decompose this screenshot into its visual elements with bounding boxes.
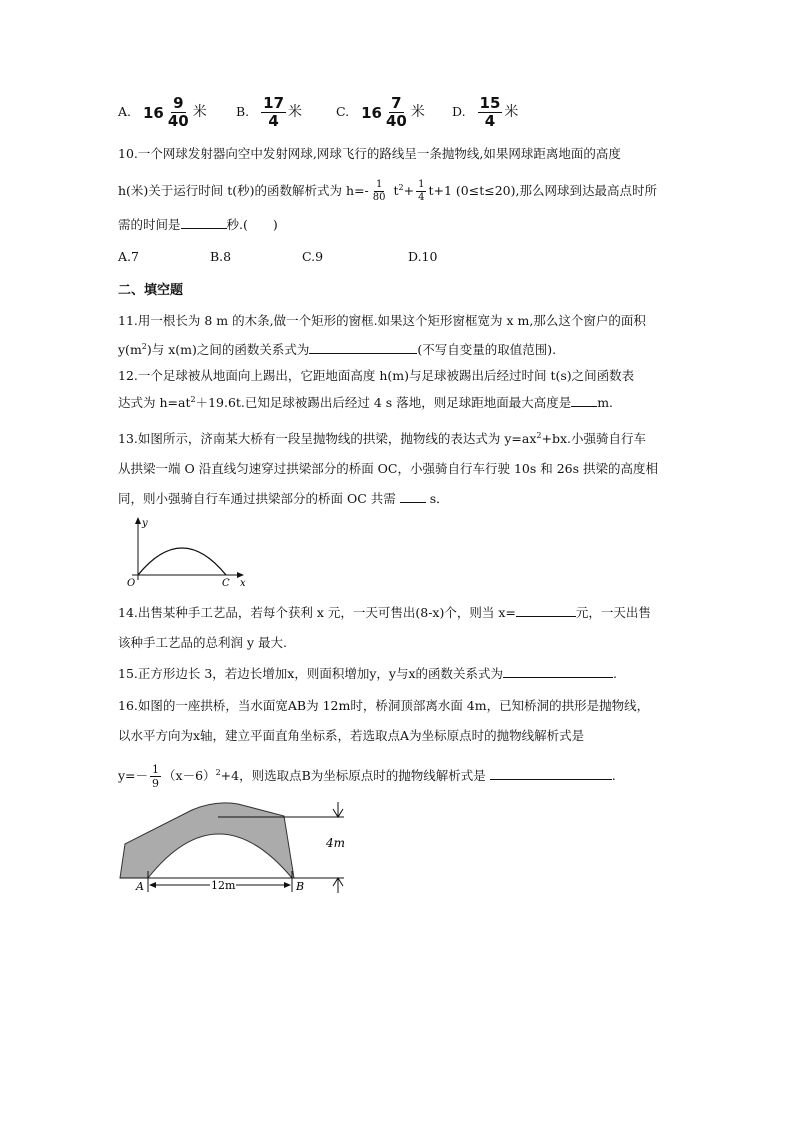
point-a-label: A <box>136 880 144 893</box>
origin-label: O <box>127 578 136 588</box>
q13-parabola-figure <box>118 514 258 588</box>
arrow-left-icon <box>149 882 156 888</box>
option-label: A. <box>118 104 132 119</box>
q9-option-a <box>118 96 207 129</box>
q16-line-3: y=－ $\frac{1}{9}$ $(x-6)^2+4$，则选取点B为坐标原点时的抛物线解析式是 . <box>118 763 616 790</box>
q9-option-b <box>236 96 302 129</box>
q12-line-1: 12.一个足球被从地面向上踢出，它距地面高度 h(m)与足球被踢出后经过时间 t(s)之间函数表 <box>118 368 635 383</box>
q10-line-1: 10.一个网球发射器向空中发射网球,网球飞行的路线呈一条抛物线,如果网球距离地面的高度 <box>118 146 621 161</box>
q13-line-1: 13.如图所示，济南某大桥有一段呈抛物线的拱梁，抛物线的表达式为 $y=ax^2+bx$.小强骑自行车 <box>118 430 646 446</box>
whole-number: 16 <box>361 103 382 122</box>
arrow-right-icon <box>284 882 291 888</box>
unit: 米 <box>288 104 303 120</box>
option-label: B. <box>236 104 250 119</box>
q16-arch-bridge-figure <box>112 796 362 896</box>
option-label: D. <box>452 104 466 119</box>
answer-blank[interactable] <box>503 665 613 678</box>
q14-line-2: 该种手工艺品的总利润 y 最大. <box>118 635 287 650</box>
answer-blank[interactable] <box>181 216 227 229</box>
x-axis-label: x <box>240 578 246 588</box>
q16-line-1: 16.如图的一座拱桥，当水面宽AB为 12m时，桥洞顶部离水面 4m，已知桥洞的拱形是抛物线， <box>118 698 650 713</box>
answer-blank[interactable] <box>571 394 597 407</box>
fraction: $\frac{7}{40}$ <box>385 94 407 130</box>
section-title: 二、填空题 <box>118 283 184 298</box>
q9-option-c <box>336 96 425 129</box>
answer-blank[interactable] <box>400 490 426 503</box>
point-c-label: C <box>222 578 230 588</box>
height-label: 4m <box>326 836 346 850</box>
fraction: $\frac{1}{80}$ <box>372 179 386 203</box>
y-axis-arrow-icon <box>135 517 141 524</box>
answer-blank[interactable] <box>309 341 417 354</box>
q10-option-a: A.7 <box>118 249 139 264</box>
q10-line-2: h(米)关于运行时间 t(秒)的函数解析式为 h=- $\frac{1}{80}$ $t^2+$ $\frac{1}{4}$ t+1 (0≤t≤20),那么网球到达最高点时所 <box>118 179 657 203</box>
option-label: C. <box>336 104 350 119</box>
parabola-curve <box>138 548 226 575</box>
q16-line-2: 以水平方向为x轴，建立平面直角坐标系，若选取点A为坐标原点时的抛物线解析式是 <box>118 728 585 743</box>
q12-line-2: 达式为 $h=at^2+19.6t$.已知足球被踢出后经过 4 s 落地，则足球距地面最大高度是 m. <box>118 394 614 410</box>
whole-number: 16 <box>143 103 164 122</box>
q11-line-2: $y(m^2)$与 x(m)之间的函数关系式为 (不写自变量的取值范围). <box>118 341 557 357</box>
answer-blank[interactable] <box>490 767 612 780</box>
q10-line-3: 需的时间是 秒.( ) <box>118 217 278 232</box>
fraction: $\frac{9}{40}$ <box>167 94 189 130</box>
unit: 米 <box>504 104 519 120</box>
q13-line-2: 从拱梁一端 O 沿直线匀速穿过拱梁部分的桥面 OC，小强骑自行车行驶 10s 和 26s 拱梁的高度相 <box>118 461 659 476</box>
q13-line-3: 同，则小强骑自行车通过拱梁部分的桥面 OC 共需 s． <box>118 491 449 506</box>
fraction: $\frac{1}{4}$ <box>418 179 425 203</box>
q11-line-1: 11.用一根长为 8 m 的木条,做一个矩形的窗框.如果这个矩形窗框宽为 x m,那么这个窗户的面积 <box>118 313 646 328</box>
q14-line-1: 14.出售某种手工艺品，若每个获利 x 元，一天可售出(8-x)个，则当 x= 元，一天出售 <box>118 605 651 620</box>
width-label: 12m <box>211 879 236 892</box>
q9-option-d <box>452 96 518 129</box>
fraction: $\frac{15}{4}$ <box>479 94 501 130</box>
q10-option-c: C.9 <box>302 249 324 264</box>
q10-option-b: B.8 <box>210 249 232 264</box>
fraction: $\frac{1}{9}$ <box>152 763 160 790</box>
fraction: $\frac{17}{4}$ <box>263 94 285 130</box>
answer-blank[interactable] <box>516 604 576 617</box>
y-axis-label: y <box>142 518 148 529</box>
unit: 米 <box>410 104 425 120</box>
point-b-label: B <box>296 880 305 893</box>
unit: 米 <box>192 104 207 120</box>
q15-line-1: 15.正方形边长 3，若边长增加x，则面积增加y，y与x的函数关系式为 . <box>118 666 618 681</box>
q10-option-d: D.10 <box>408 249 438 264</box>
